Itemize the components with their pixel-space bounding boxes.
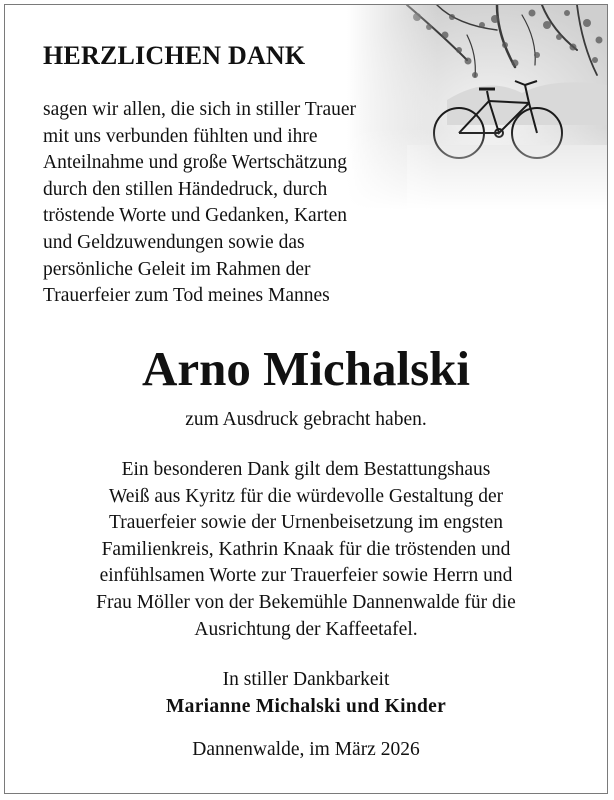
- intro-line: Trauerfeier zum Tod meines Mannes: [43, 285, 330, 307]
- heading: HERZLICHEN DANK: [43, 41, 306, 70]
- signers: Marianne Michalski und Kinder: [165, 695, 447, 717]
- intro-line: tröstende Worte und Gedanken, Karten: [43, 205, 348, 227]
- thanks-line: Familienkreis, Kathrin Knaak für die tröstenden und: [101, 538, 511, 560]
- place-date: Dannenwalde, im März 2026: [192, 739, 420, 760]
- place-date-line: [5, 737, 607, 764]
- closing-text: In stiller Dankbarkeit: [222, 669, 390, 690]
- thanks-line: Weiß aus Kyritz für die würdevolle Gestaltung der: [108, 485, 504, 507]
- intro-text: [43, 97, 443, 310]
- thanks-line: Frau Möller von der Bekemühle Dannenwalde für die: [96, 591, 516, 613]
- intro-line: und Geldzuwendungen sowie das: [43, 231, 305, 253]
- expressed-text: zum Ausdruck gebracht haben.: [185, 409, 427, 430]
- thanks-line: Ein besonderen Dank gilt dem Bestattungshaus: [121, 459, 491, 480]
- intro-line: sagen wir allen, die sich in stiller Trauer: [43, 99, 357, 120]
- thanks-line: einfühlsamen Worte zur Trauerfeier sowie Herrn und: [99, 565, 513, 587]
- expressed-line: [5, 407, 607, 434]
- special-thanks: [5, 457, 607, 643]
- thanks-line: Ausrichtung der Kaffeetafel.: [194, 618, 418, 640]
- closing-block: [5, 667, 607, 720]
- intro-line: Anteilnahme und große Wertschätzung: [43, 152, 348, 174]
- intro-line: mit uns verbunden fühlten und ihre: [43, 125, 318, 147]
- obituary-notice: [4, 4, 608, 794]
- thanks-line: Trauerfeier sowie der Urnenbeisetzung im engsten: [108, 512, 504, 534]
- intro-line: persönliche Geleit im Rahmen der: [43, 258, 311, 280]
- deceased-name: Arno Michalski: [141, 341, 471, 396]
- intro-line: durch den stillen Händedruck, durch: [43, 178, 328, 200]
